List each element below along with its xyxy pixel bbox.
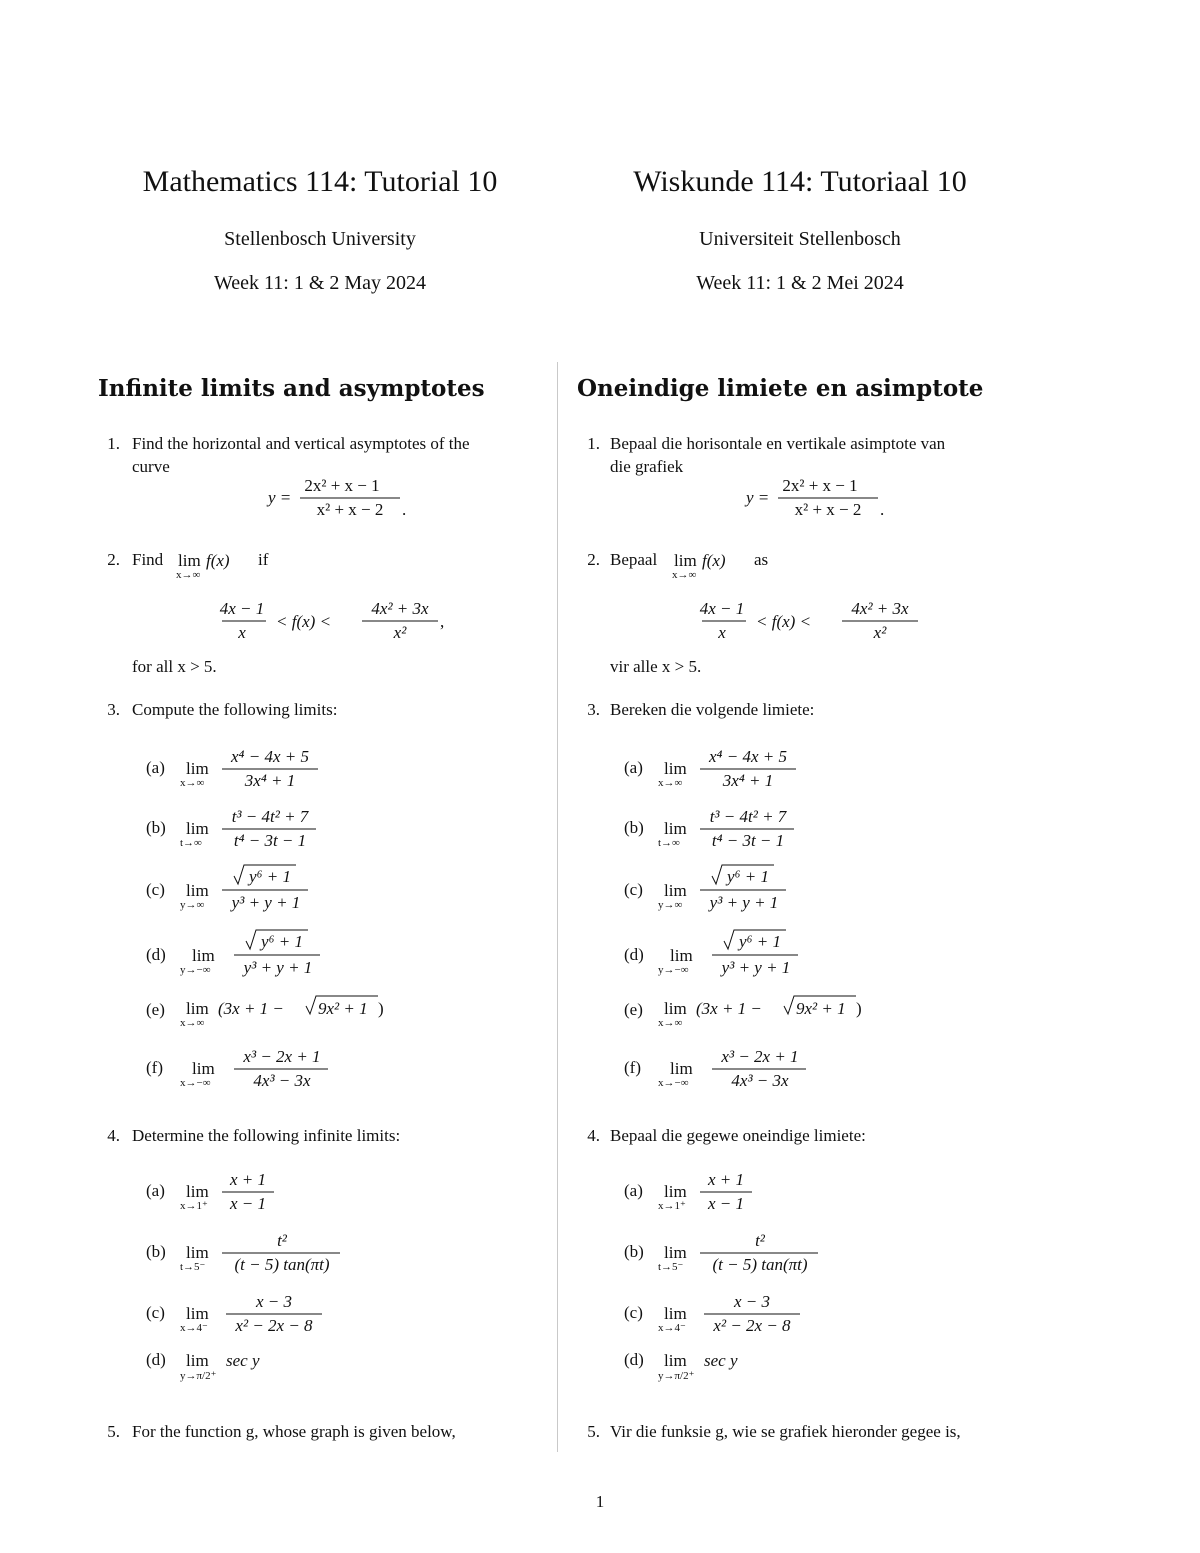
svg-text:x − 3: x − 3 [733, 1292, 771, 1311]
sub-label: (b) [624, 1242, 644, 1261]
sub-label: (f) [146, 1058, 163, 1077]
question-2-inequality [700, 596, 940, 644]
sub-label: (e) [624, 1000, 643, 1019]
limit-3f [178, 1040, 348, 1092]
svg-text:x: x [238, 623, 246, 642]
svg-text:sec y: sec y [226, 1351, 260, 1370]
limit-3c [178, 862, 338, 914]
svg-text:x⁴ − 4x + 5: x⁴ − 4x + 5 [709, 747, 787, 766]
svg-text:lim: lim [186, 999, 209, 1018]
svg-text:x→−∞: x→−∞ [658, 1077, 689, 1089]
sub-label: (a) [624, 758, 643, 777]
svg-text:2x² + x − 1: 2x² + x − 1 [782, 476, 858, 495]
section-heading: Oneindige limiete en asimptote [577, 375, 984, 402]
question-1-text-cont: curve [132, 457, 170, 476]
svg-text:x² + x − 2: x² + x − 2 [316, 500, 384, 519]
svg-text:): ) [378, 999, 384, 1018]
svg-text:lim: lim [186, 1182, 209, 1201]
svg-text:< f(x) <: < f(x) < [276, 612, 332, 631]
svg-text:x→4⁻: x→4⁻ [180, 1322, 208, 1334]
question-3-text: Compute the following limits: [132, 700, 338, 719]
page-number: 1 [595, 1492, 605, 1511]
svg-text:x→∞: x→∞ [176, 569, 201, 581]
svg-text:lim: lim [192, 946, 215, 965]
svg-text:lim: lim [664, 759, 687, 778]
question-number: 1. [587, 434, 600, 453]
limit-3f [656, 1040, 826, 1092]
limit-3a [656, 742, 816, 792]
svg-text:x + 1: x + 1 [229, 1170, 267, 1189]
svg-text:y³ + y + 1: y³ + y + 1 [709, 893, 779, 912]
limit-4c [178, 1287, 348, 1337]
limit-4d [178, 1342, 318, 1388]
svg-text:x→∞: x→∞ [658, 1017, 683, 1029]
svg-text:t²: t² [755, 1231, 765, 1250]
svg-text:x² − 2x − 8: x² − 2x − 8 [713, 1316, 791, 1335]
svg-text:lim: lim [186, 819, 209, 838]
svg-text:x³ − 2x + 1: x³ − 2x + 1 [721, 1047, 799, 1066]
page-title: Mathematics 114: Tutorial 10 [142, 165, 498, 198]
limit-4b [656, 1226, 836, 1276]
svg-text:lim: lim [186, 881, 209, 900]
svg-text:x²: x² [873, 623, 887, 642]
sub-label: (a) [624, 1181, 643, 1200]
svg-text:x→∞: x→∞ [180, 1017, 205, 1029]
question-2-text: Find [132, 550, 164, 569]
svg-text:x→−∞: x→−∞ [180, 1077, 211, 1089]
question-2-if: as [754, 550, 769, 569]
svg-text:lim: lim [178, 551, 201, 570]
svg-text:lim: lim [664, 819, 687, 838]
svg-text:2x² + x − 1: 2x² + x − 1 [304, 476, 380, 495]
svg-text:t⁴ − 3t − 1: t⁴ − 3t − 1 [711, 831, 785, 850]
limit-4c [656, 1287, 826, 1337]
svg-text:< f(x) <: < f(x) < [756, 612, 812, 631]
limit-3b [656, 802, 816, 852]
sub-label: (d) [146, 1350, 166, 1369]
svg-text:sec y: sec y [704, 1351, 738, 1370]
svg-text:lim: lim [192, 1059, 215, 1078]
svg-text:lim: lim [664, 1351, 687, 1370]
date-line: Week 11: 1 & 2 May 2024 [213, 272, 427, 294]
svg-text:f(x): f(x) [206, 551, 230, 570]
svg-text:4x − 1: 4x − 1 [219, 599, 265, 618]
svg-text:y→−∞: y→−∞ [658, 964, 689, 976]
question-5-text: For the function g, whose graph is given below, [132, 1422, 456, 1441]
svg-text:lim: lim [664, 1304, 687, 1323]
svg-text:lim: lim [186, 1351, 209, 1370]
svg-text:(3x + 1 −: (3x + 1 − [218, 999, 284, 1018]
question-2-text: Bepaal [610, 550, 658, 569]
column-divider [557, 362, 558, 1452]
svg-text:lim: lim [670, 1059, 693, 1078]
sub-label: (a) [146, 1181, 165, 1200]
svg-text:x⁴ − 4x + 5: x⁴ − 4x + 5 [231, 747, 309, 766]
limit-3d [656, 927, 826, 979]
svg-text:x→1⁺: x→1⁺ [658, 1200, 686, 1212]
question-4-text: Bepaal die gegewe oneindige limiete: [610, 1126, 866, 1145]
question-1-formula [260, 472, 420, 522]
svg-text:t³ − 4t² + 7: t³ − 4t² + 7 [709, 807, 787, 826]
svg-text:t→∞: t→∞ [658, 837, 680, 849]
sub-label: (a) [146, 758, 165, 777]
svg-text:x − 3: x − 3 [255, 1292, 293, 1311]
svg-text:lim: lim [664, 1182, 687, 1201]
svg-text:9x² + 1: 9x² + 1 [318, 999, 368, 1018]
svg-text:(3x + 1 −: (3x + 1 − [696, 999, 762, 1018]
svg-text:y⁶ + 1: y⁶ + 1 [261, 932, 303, 951]
svg-text:t³ − 4t² + 7: t³ − 4t² + 7 [231, 807, 309, 826]
svg-text:x: x [718, 623, 726, 642]
sub-label: (f) [624, 1058, 641, 1077]
svg-text:(t − 5) tan(πt): (t − 5) tan(πt) [234, 1255, 330, 1274]
svg-text:t⁴ − 3t − 1: t⁴ − 3t − 1 [233, 831, 307, 850]
svg-text:4x − 1: 4x − 1 [699, 599, 745, 618]
svg-text:lim: lim [186, 759, 209, 778]
svg-text:lim: lim [664, 999, 687, 1018]
svg-text:lim: lim [664, 1243, 687, 1262]
sub-label: (b) [146, 1242, 166, 1261]
svg-text:y⁶ + 1: y⁶ + 1 [739, 932, 781, 951]
svg-text:3x⁴ + 1: 3x⁴ + 1 [244, 771, 296, 790]
svg-text:x + 1: x + 1 [707, 1170, 745, 1189]
svg-text:x² − 2x − 8: x² − 2x − 8 [235, 1316, 313, 1335]
sub-label: (c) [624, 1303, 643, 1322]
svg-text:x→4⁻: x→4⁻ [658, 1322, 686, 1334]
svg-text:4x² + 3x: 4x² + 3x [851, 599, 909, 618]
svg-text:y³ + y + 1: y³ + y + 1 [243, 958, 313, 977]
page-title: Wiskunde 114: Tutoriaal 10 [633, 165, 967, 198]
svg-text:x − 1: x − 1 [707, 1194, 745, 1213]
svg-text:y³ + y + 1: y³ + y + 1 [231, 893, 301, 912]
svg-text:y→π/2⁺: y→π/2⁺ [180, 1370, 217, 1382]
svg-text:4x³ − 3x: 4x³ − 3x [253, 1071, 311, 1090]
svg-text:lim: lim [186, 1304, 209, 1323]
question-2-condition: vir alle x > 5. [610, 657, 702, 676]
svg-text:t²: t² [277, 1231, 287, 1250]
question-3-text: Bereken die volgende limiete: [610, 700, 815, 719]
question-2-if: if [258, 550, 269, 569]
limit-3e [656, 990, 876, 1030]
institution: Universiteit Stellenbosch [699, 228, 901, 250]
question-number: 4. [587, 1126, 600, 1145]
sub-label: (b) [624, 818, 644, 837]
sub-label: (b) [146, 818, 166, 837]
sub-label: (e) [146, 1000, 165, 1019]
svg-text:4x³ − 3x: 4x³ − 3x [731, 1071, 789, 1090]
sub-label: (d) [146, 945, 166, 964]
svg-text:y→−∞: y→−∞ [180, 964, 211, 976]
svg-text:x³ − 2x + 1: x³ − 2x + 1 [243, 1047, 321, 1066]
svg-text:y³ + y + 1: y³ + y + 1 [721, 958, 791, 977]
svg-text:y =: y = [746, 488, 770, 507]
limit-4d [656, 1342, 796, 1388]
limit-3c [656, 862, 816, 914]
question-number: 2. [107, 550, 120, 569]
svg-text:t→5⁻: t→5⁻ [658, 1261, 684, 1273]
limit-4a [656, 1165, 796, 1215]
svg-text:): ) [856, 999, 862, 1018]
question-1-text-cont: die grafiek [610, 457, 684, 476]
limit-4a [178, 1165, 318, 1215]
question-number: 3. [587, 700, 600, 719]
institution: Stellenbosch University [224, 228, 416, 250]
svg-text:y→π/2⁺: y→π/2⁺ [658, 1370, 695, 1382]
limit-3a [178, 742, 338, 792]
svg-text:x − 1: x − 1 [229, 1194, 267, 1213]
svg-text:9x² + 1: 9x² + 1 [796, 999, 846, 1018]
section-heading: Infinite limits and asymptotes [98, 375, 485, 402]
svg-text:x²: x² [393, 623, 407, 642]
question-number: 4. [107, 1126, 120, 1145]
question-number: 3. [107, 700, 120, 719]
svg-text:lim: lim [186, 1243, 209, 1262]
svg-text:x→∞: x→∞ [672, 569, 697, 581]
svg-text:3x⁴ + 1: 3x⁴ + 1 [722, 771, 774, 790]
svg-text:x→1⁺: x→1⁺ [180, 1200, 208, 1212]
svg-text:x→∞: x→∞ [180, 777, 205, 789]
svg-text:4x² + 3x: 4x² + 3x [371, 599, 429, 618]
question-2-limit [668, 546, 788, 582]
svg-text:y⁶ + 1: y⁶ + 1 [249, 867, 291, 886]
sub-label: (c) [146, 880, 165, 899]
question-number: 5. [107, 1422, 120, 1441]
question-1-text: Bepaal die horisontale en vertikale asimptote van [610, 434, 946, 453]
svg-text:(t − 5) tan(πt): (t − 5) tan(πt) [712, 1255, 808, 1274]
question-1-text: Find the horizontal and vertical asymptotes of the [132, 434, 470, 453]
question-1-formula [738, 472, 898, 522]
question-2-limit [172, 546, 292, 582]
svg-text:t→∞: t→∞ [180, 837, 202, 849]
question-2-condition: for all x > 5. [132, 657, 217, 676]
date-line: Week 11: 1 & 2 Mei 2024 [696, 272, 904, 294]
sub-label: (d) [624, 1350, 644, 1369]
svg-text:y→∞: y→∞ [658, 899, 683, 911]
svg-text:y =: y = [268, 488, 292, 507]
question-2-inequality [220, 596, 460, 644]
limit-3e [178, 990, 398, 1030]
limit-4b [178, 1226, 358, 1276]
question-5-text: Vir die funksie g, wie se grafiek hieronder gegee is, [610, 1422, 961, 1441]
sub-label: (c) [146, 1303, 165, 1322]
svg-text:lim: lim [674, 551, 697, 570]
svg-text:x→∞: x→∞ [658, 777, 683, 789]
svg-text:y→∞: y→∞ [180, 899, 205, 911]
sub-label: (d) [624, 945, 644, 964]
svg-text:x² + x − 2: x² + x − 2 [794, 500, 862, 519]
sub-label: (c) [624, 880, 643, 899]
question-4-text: Determine the following infinite limits: [132, 1126, 401, 1145]
svg-text:y⁶ + 1: y⁶ + 1 [727, 867, 769, 886]
svg-text:.: . [402, 500, 407, 519]
question-number: 2. [587, 550, 600, 569]
svg-text:,: , [440, 612, 445, 631]
limit-3d [178, 927, 348, 979]
question-number: 1. [107, 434, 120, 453]
svg-text:.: . [880, 500, 885, 519]
question-number: 5. [587, 1422, 600, 1441]
svg-text:lim: lim [664, 881, 687, 900]
svg-text:f(x): f(x) [702, 551, 726, 570]
limit-3b [178, 802, 338, 852]
svg-text:lim: lim [670, 946, 693, 965]
svg-text:t→5⁻: t→5⁻ [180, 1261, 206, 1273]
